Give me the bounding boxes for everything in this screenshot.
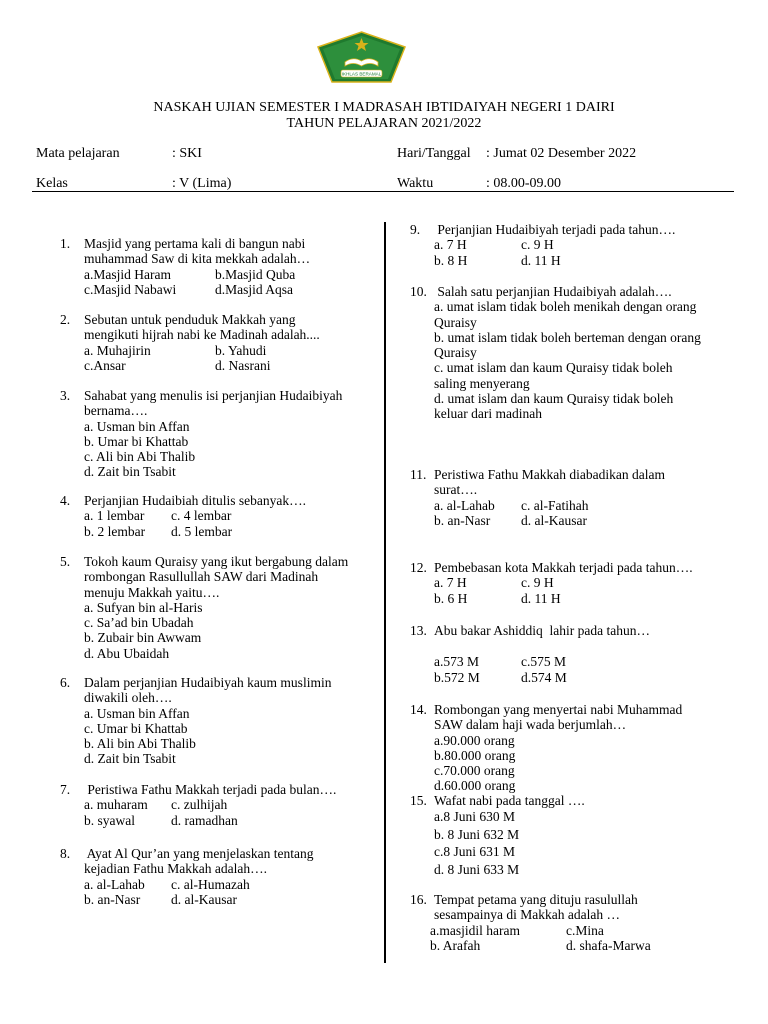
answer-option: a. 7 H (434, 575, 467, 591)
answer-option: a.masjidil haram (430, 922, 520, 938)
question-text: Perjanjian Hudaibiah ditulis sebanyak…. (84, 493, 306, 508)
answer-option: a. Sufyan bin al-Haris (84, 599, 203, 615)
answer-option: a. muharam (84, 797, 148, 813)
answer-option: Quraisy (434, 345, 477, 361)
answer-option: d. shafa-Marwa (566, 937, 651, 953)
question-text: Rombongan yang menyertai nabi Muhammad (434, 702, 683, 717)
question-text: rombongan Rasullullah SAW dari Madinah (84, 569, 319, 585)
answer-option: a. al-Lahab (434, 497, 495, 513)
question-text: muhammad Saw di kita mekkah adalah… (84, 251, 311, 267)
answer-option: a.573 M (434, 654, 479, 670)
date-label: Hari/Tanggal (397, 146, 471, 161)
answer-option: b.80.000 orang (434, 747, 516, 763)
answer-option: a. 1 lembar (84, 508, 145, 524)
answer-option: d.574 M (521, 669, 567, 685)
question-text: Pembebasan kota Makkah terjadi pada tahun…. (434, 560, 693, 575)
answer-option: d. umat islam dan kaum Quraisy tidak boleh (434, 391, 674, 407)
answer-option: b. 8 Juni 632 M (434, 826, 520, 842)
answer-option: a.8 Juni 630 M (434, 809, 515, 825)
time-value: : 08.00-09.00 (486, 176, 562, 191)
class-label: Kelas (36, 176, 68, 191)
answer-option: a.90.000 orang (434, 732, 515, 748)
question-number: 5. (60, 554, 71, 569)
answer-option: c. al-Fatihah (521, 497, 589, 513)
question-number: 4. (60, 493, 71, 508)
question-number: 12. (410, 560, 427, 575)
time-label: Waktu (397, 176, 434, 191)
question-number: 16. (410, 892, 427, 907)
answer-option: b. syawal (84, 812, 135, 828)
question-text: diwakili oleh…. (84, 690, 172, 706)
kemenag-logo (315, 30, 408, 84)
answer-option: c. Ali bin Abi Thalib (84, 449, 196, 465)
question-number: 7. (60, 782, 71, 797)
answer-option: c.Mina (566, 922, 604, 938)
question-text: sesampainya di Makkah adalah … (434, 907, 620, 923)
answer-option: c. umat islam dan kaum Quraisy tidak boleh (434, 360, 673, 376)
answer-option: d. al-Kausar (521, 512, 587, 528)
answer-option: c. 9 H (521, 237, 554, 253)
answer-option: b. 2 lembar (84, 523, 146, 539)
answer-option: Quraisy (434, 314, 477, 330)
question-number: 10. (410, 284, 427, 299)
subject-label: Mata pelajaran (36, 146, 120, 161)
question-text: Sebutan untuk penduduk Makkah yang (84, 312, 296, 327)
question-number: 6. (60, 675, 71, 690)
question-number: 9. (410, 222, 421, 237)
answer-option: a.Masjid Haram (84, 266, 171, 282)
answer-option: a. Muhajirin (84, 342, 151, 358)
question-number: 15. (410, 793, 427, 808)
answer-option: c. al-Humazah (171, 876, 250, 892)
question-number: 8. (60, 846, 71, 861)
answer-option: b. Umar bi Khattab (84, 433, 189, 449)
answer-option: b. 8 H (434, 252, 468, 268)
date-value: : Jumat 02 Desember 2022 (486, 146, 637, 161)
question-text: SAW dalam haji wada berjumlah… (434, 717, 627, 733)
answer-option: c.8 Juni 631 M (434, 844, 515, 860)
answer-option: b.572 M (434, 669, 480, 685)
answer-option: d. ramadhan (171, 812, 238, 828)
answer-option: keluar dari madinah (434, 406, 542, 422)
answer-option: d. 8 Juni 633 M (434, 861, 520, 877)
answer-option: a. Usman bin Affan (84, 705, 190, 721)
answer-option: a. 7 H (434, 237, 467, 253)
answer-option: c. 9 H (521, 575, 554, 591)
question-text: Abu bakar Ashiddiq lahir pada tahun… (434, 623, 650, 638)
answer-option: d.60.000 orang (434, 778, 516, 794)
answer-option: b.Masjid Quba (215, 266, 296, 282)
question-text: Tokoh kaum Quraisy yang ikut bergabung dalam (84, 554, 349, 569)
question-text: surat…. (434, 482, 478, 498)
answer-option: a. umat islam tidak boleh menikah dengan orang (434, 299, 697, 315)
answer-option: c.Masjid Nabawi (84, 281, 177, 297)
question-text: Sahabat yang menulis isi perjanjian Hudaibiyah (84, 388, 343, 403)
academic-year: TAHUN PELAJARAN 2021/2022 (286, 116, 482, 131)
question-text: Peristiwa Fathu Makkah terjadi pada bulan…. (84, 782, 337, 797)
answer-option: b. Arafah (430, 937, 481, 953)
question-text: Tempat petama yang dituju rasulullah (434, 892, 638, 907)
question-number: 3. (60, 388, 71, 403)
answer-option: d. Abu Ubaidah (84, 645, 170, 661)
question-number: 11. (410, 467, 427, 482)
answer-option: d.Masjid Aqsa (215, 281, 294, 297)
answer-option: a. al-Lahab (84, 876, 145, 892)
answer-option: a. Usman bin Affan (84, 418, 190, 434)
question-number: 14. (410, 702, 427, 717)
answer-option: c. zulhijah (171, 797, 228, 813)
question-text: mengikuti hijrah nabi ke Madinah adalah.... (84, 327, 320, 343)
answer-option: d. Zait bin Tsabit (84, 751, 176, 767)
question-text: Dalam perjanjian Hudaibiyah kaum muslimin (84, 675, 332, 690)
column-divider (384, 222, 386, 963)
answer-option: b. umat islam tidak boleh berteman dengan orang (434, 329, 701, 345)
answer-option: c.70.000 orang (434, 763, 515, 779)
answer-option: b. an-Nasr (84, 891, 141, 907)
answer-option: b. an-Nasr (434, 512, 491, 528)
question-text: kejadian Fathu Makkah adalah…. (84, 861, 267, 877)
question-text: bernama…. (84, 403, 148, 419)
class-value: : V (Lima) (172, 176, 232, 191)
question-text: Salah satu perjanjian Hudaibiyah adalah…. (434, 284, 672, 299)
question-number: 2. (60, 312, 71, 327)
exam-title: NASKAH UJIAN SEMESTER I MADRASAH IBTIDAIYAH NEGERI 1 DAIRI (153, 100, 615, 115)
question-text: Peristiwa Fathu Makkah diabadikan dalam (434, 467, 665, 482)
answer-option: c. Sa’ad bin Ubadah (84, 615, 194, 631)
answer-option: c.575 M (521, 654, 566, 670)
question-text: Masjid yang pertama kali di bangun nabi (84, 236, 306, 251)
answer-option: b. Yahudi (215, 342, 267, 358)
answer-option: d. 11 H (521, 252, 561, 268)
header-divider (32, 191, 734, 192)
question-text: Ayat Al Qur’an yang menjelaskan tentang (84, 846, 314, 861)
question-number: 1. (60, 236, 71, 251)
question-text: Perjanjian Hudaibiyah terjadi pada tahun…. (434, 222, 676, 237)
answer-option: d. 11 H (521, 590, 561, 606)
answer-option: c. 4 lembar (171, 508, 232, 524)
question-number: 13. (410, 623, 427, 638)
answer-option: b. Ali bin Abi Thalib (84, 736, 196, 752)
question-text: menuju Makkah yaitu…. (84, 584, 220, 600)
answer-option: d. Nasrani (215, 357, 271, 373)
answer-option: c.Ansar (84, 357, 126, 373)
answer-option: d. al-Kausar (171, 891, 237, 907)
answer-option: c. Umar bi Khattab (84, 720, 188, 736)
answer-option: b. Zubair bin Awwam (84, 630, 202, 646)
question-text: Wafat nabi pada tanggal …. (434, 793, 585, 808)
logo-motto: IKHLAS BERAMAL (341, 71, 382, 77)
answer-option: d. 5 lembar (171, 523, 233, 539)
answer-option: b. 6 H (434, 590, 468, 606)
answer-option: saling menyerang (434, 375, 530, 391)
answer-option: d. Zait bin Tsabit (84, 464, 176, 480)
subject-value: : SKI (172, 146, 202, 161)
